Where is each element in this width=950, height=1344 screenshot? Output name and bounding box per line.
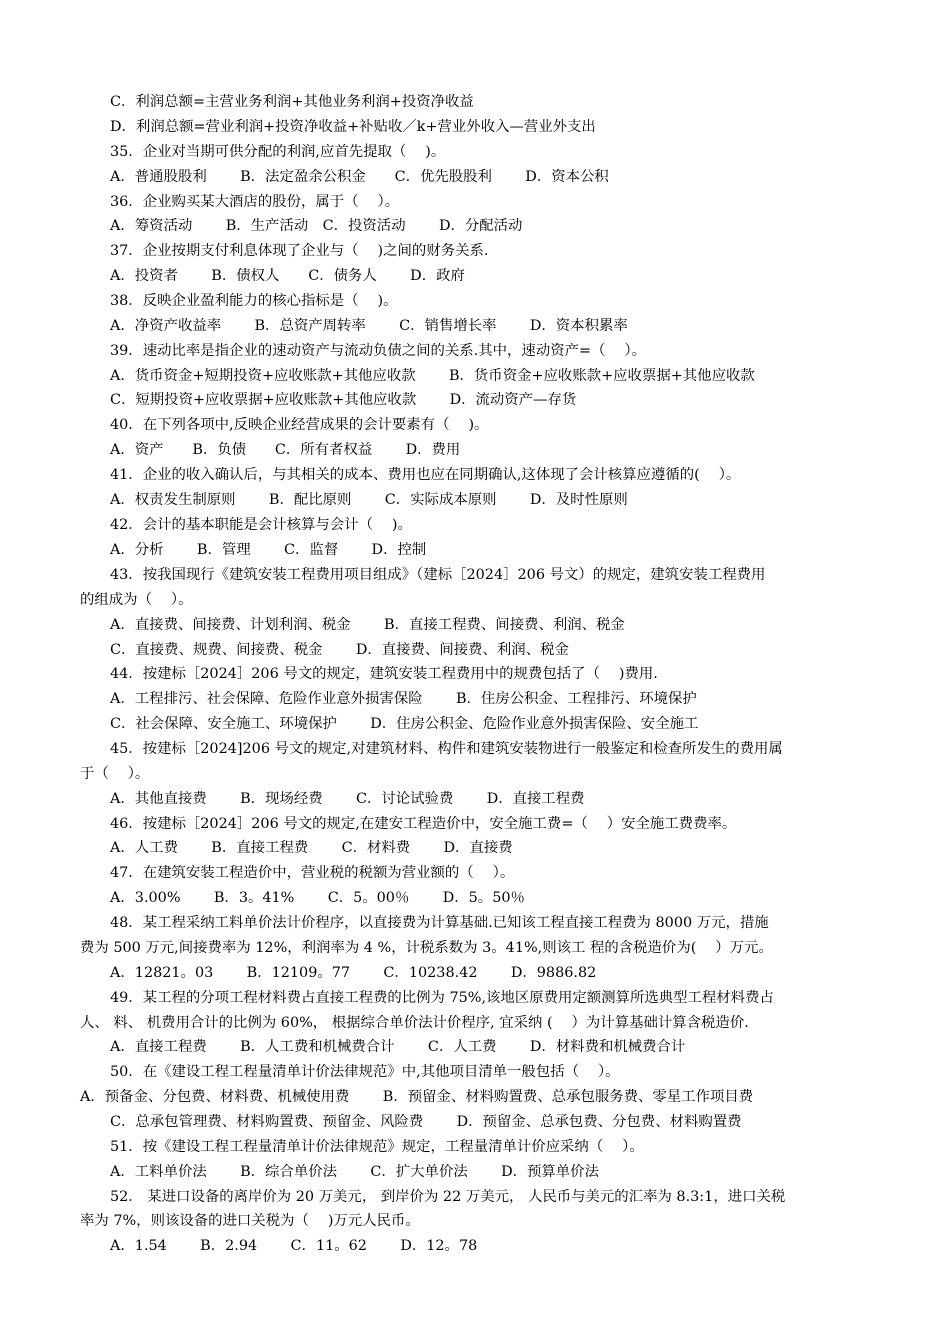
options-line: C．社会保障、安全施工、环境保护 D．住房公积金、危险作业意外损害保险、安全施工 — [110, 716, 699, 732]
question-line: 39．速动比率是指企业的速动资产与流动负债之间的关系.其中，速动资产=（ ）。 — [110, 343, 646, 359]
question-line: 50．在《建设工程工程量清单计价法律规范》中,其他项目清单一般包括（ ）。 — [110, 1064, 620, 1080]
options-line: C．总承包管理费、材料购置费、预留金、风险费 D．预留金、总承包费、分包费、材料购置费 — [110, 1114, 742, 1130]
question-line: 35．企业对当期可供分配的利润,应首先提取（ )。 — [110, 144, 446, 160]
options-line: A．直接工程费 B．人工费和机械费合计 C．人工费 D．材料费和机械费合计 — [110, 1039, 686, 1055]
text-line: D．利润总额=营业利润+投资净收益+补贴收／k+营业外收入—营业外支出 — [110, 119, 596, 135]
question-line: 37．企业按期支付利息体现了企业与（ )之间的财务关系. — [110, 243, 489, 259]
options-line: A．资产 B．负债 C．所有者权益 D．费用 — [110, 442, 461, 458]
options-line: C．短期投资+应收票据+应收账款+其他应收款 D．流动资产—存货 — [110, 392, 577, 408]
question-line-continued: 率为 7%，则该设备的进口关税为（ )万元人民币。 — [80, 1213, 420, 1229]
question-line: 52． 某进口设备的离岸价为 20 万美元， 到岸价为 22 万美元， 人民币与美元的汇率为 8.3:1，进口关税 — [110, 1189, 786, 1205]
question-line: 36．企业购买某大酒店的股份，属于（ ）。 — [110, 194, 400, 210]
question-line: 38．反映企业盈利能力的核心指标是（ )。 — [110, 293, 398, 309]
question-line: 48．某工程采纳工料单价法计价程序，以直接费为计算基础.已知该工程直接工程费为 8000 万元，措施 — [110, 915, 769, 931]
options-line: A．货币资金+短期投资+应收账款+其他应收款 B．货币资金+应收账款+应收票据+其他应收款 — [110, 368, 755, 384]
question-line: 41．企业的收入确认后，与其相关的成本、费用也应在同期确认,这体现了会计核算应遵循的( ）。 — [110, 467, 741, 483]
question-line-continued: 费为 500 万元,间接费率为 12%，利润率为 4 %，计税系数为 3。41%,则该工 程的含税造价为( ）万元。 — [80, 940, 773, 956]
options-line: A．预备金、分包费、材料费、机械使用费 B．预留金、材料购置费、总承包服务费、零星工作项目费 — [80, 1089, 754, 1105]
options-line: A．分析 B．管理 C．监督 D．控制 — [110, 542, 427, 558]
question-line: 45．按建标［2024]206 号文的规定,对建筑材料、构件和建筑安装物进行一般鉴定和检查所发生的费用属 — [110, 741, 783, 757]
options-line: A．人工费 B．直接工程费 C．材料费 D．直接费 — [110, 840, 513, 856]
options-line: A．投资者 B．债权人 C．债务人 D．政府 — [110, 268, 465, 284]
question-line: 44．按建标［2024］206 号文的规定，建筑安装工程费用中的规费包括了（ )费用. — [110, 666, 658, 682]
question-line-continued: 于（ ）。 — [80, 766, 150, 782]
question-line-continued: 人、 料、 机费用合计的比例为 60%， 根据综合单价法计价程序, 宜采纳 ( ）为计算基础计算含税造价. — [80, 1015, 749, 1031]
options-line: A．3.00% B．3。41% C．5。00％ D．5。50％ — [110, 890, 525, 906]
options-line: A．净资产收益率 B．总资产周转率 C．销售增长率 D．资本积累率 — [110, 318, 628, 334]
options-line: C．直接费、规费、间接费、税金 D．直接费、间接费、利润、税金 — [110, 642, 569, 658]
question-line: 43．按我国现行《建筑安装工程费用项目组成》（建标［2024］206 号文）的规定，建筑安装工程费用 — [110, 567, 766, 583]
options-line: A．1.54 B．2.94 C．11。62 D．12。78 — [110, 1238, 478, 1254]
options-line: A．直接费、间接费、计划利润、税金 B．直接工程费、间接费、利润、税金 — [110, 617, 625, 633]
options-line: A．筹资活动 B．生产活动 C．投资活动 D．分配活动 — [110, 218, 523, 234]
question-line: 47．在建筑安装工程造价中，营业税的税额为营业额的（ ）。 — [110, 865, 515, 881]
text-line: C．利润总额=主营业务利润+其他业务利润+投资净收益 — [110, 94, 474, 110]
options-line: A．工程排污、社会保障、危险作业意外损害保险 B．住房公积金、工程排污、环境保护 — [110, 691, 697, 707]
options-line: A．其他直接费 B．现场经费 C．讨论试验费 D．直接工程费 — [110, 791, 585, 807]
question-line: 46．按建标［2024］206 号文的规定,在建安工程造价中，安全施工费=（ ）安全施工费费率。 — [110, 816, 737, 832]
question-line: 49．某工程的分项工程材料费占直接工程费的比例为 75%,该地区原费用定额测算所选典型工程材料费占 — [110, 990, 774, 1006]
question-line: 51．按《建设工程工程量清单计价法律规范》规定，工程量清单计价应采纳（ ）。 — [110, 1139, 644, 1155]
options-line: A．12821。03 B．12109。77 C．10238.42 D．9886.82 — [110, 965, 597, 981]
options-line: A．权责发生制原则 B．配比原则 C．实际成本原则 D．及时性原则 — [110, 492, 628, 508]
options-line: A．普通股股利 B．法定盈余公积金 C．优先股股利 D．资本公积 — [110, 169, 609, 185]
question-line: 40．在下列各项中,反映企业经营成果的会计要素有（ )。 — [110, 417, 489, 433]
options-line: A．工料单价法 B．综合单价法 C．扩大单价法 D．预算单价法 — [110, 1164, 599, 1180]
question-line-continued: 的组成为（ ）。 — [80, 592, 193, 608]
question-line: 42．会计的基本职能是会计核算与会计（ )。 — [110, 517, 412, 533]
